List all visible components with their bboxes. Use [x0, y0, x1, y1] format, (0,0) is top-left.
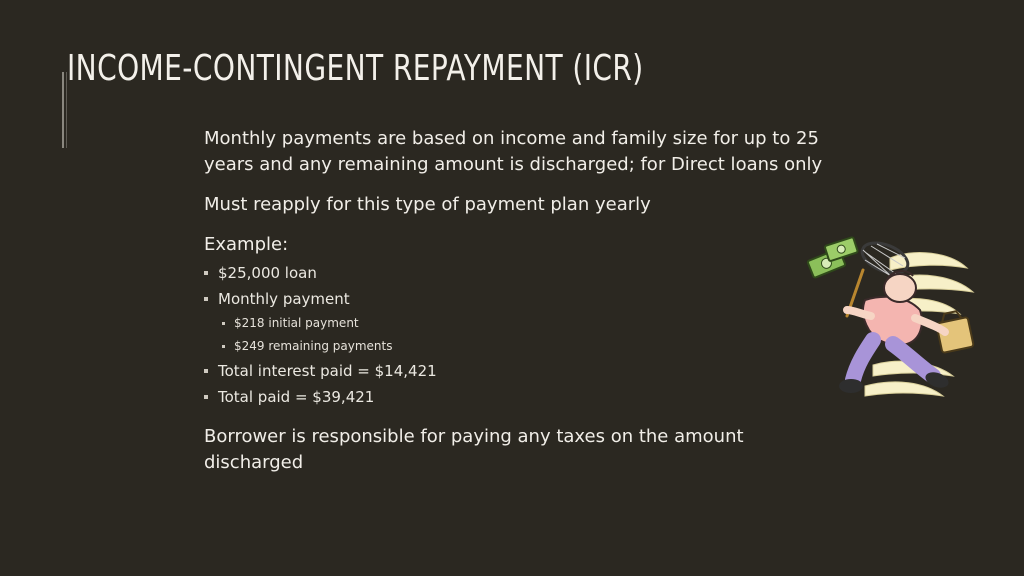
list-item-total-paid: Total paid = $39,421 — [204, 384, 854, 410]
monthly-payment-label: Monthly payment — [218, 290, 350, 308]
sublist-item-initial-payment: $218 initial payment — [218, 312, 854, 335]
list-item-total-interest: Total interest paid = $14,421 — [204, 358, 854, 384]
title-accent-bar — [62, 72, 64, 148]
sublist-item-remaining-payments: $249 remaining payments — [218, 335, 854, 358]
example-list — [204, 260, 854, 410]
paragraph-monthly-payments: Monthly payments are based on income and family size for up to 25 years and any remaining amount is discharged; for Direct loans only — [204, 128, 823, 175]
monthly-payment-sublist — [218, 312, 854, 358]
list-item-loan: $25,000 loan — [204, 260, 854, 286]
paragraph-example-label: Example: — [204, 234, 289, 255]
person-chasing-money-icon — [795, 230, 985, 415]
slide-title: INCOME-CONTINGENT REPAYMENT (ICR) — [67, 48, 644, 89]
slide-content — [204, 126, 854, 476]
paragraph-borrower-taxes: Borrower is responsible for paying any taxes on the amount discharged — [204, 426, 744, 473]
paragraph-reapply: Must reapply for this type of payment plan yearly — [204, 194, 651, 215]
list-item-monthly-payment — [204, 286, 854, 358]
